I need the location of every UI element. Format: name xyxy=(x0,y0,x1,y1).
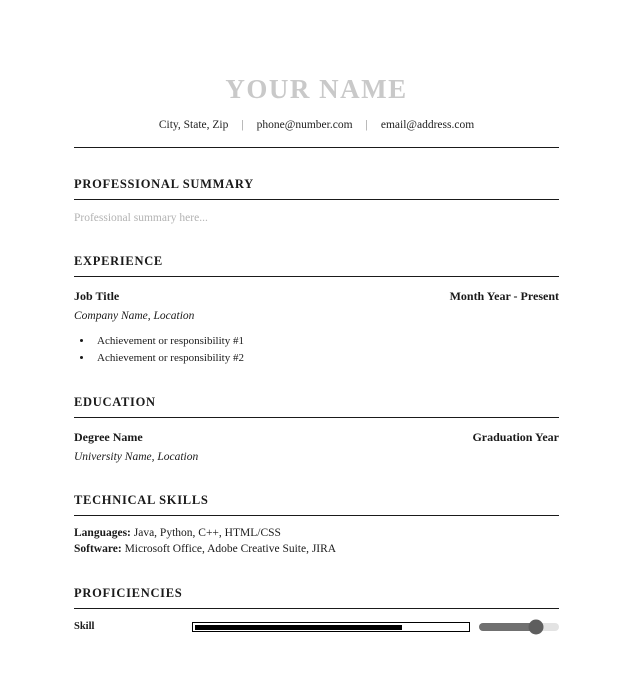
header-divider xyxy=(74,147,559,148)
section-technical-skills xyxy=(74,493,559,557)
experience-bullet-list xyxy=(74,333,559,366)
education-header-row xyxy=(74,430,559,444)
experience-bullet: • Achievement or responsibility #2 xyxy=(93,350,559,367)
summary-placeholder-text: Professional summary here... xyxy=(74,212,208,224)
software-value: Microsoft Office, Adobe Creative Suite, JIRA xyxy=(121,542,337,555)
section-experience xyxy=(74,254,559,366)
slider-thumb[interactable] xyxy=(528,620,543,635)
section-title-experience: EXPERIENCE xyxy=(74,254,559,277)
software-label: Software: xyxy=(74,542,122,555)
contact-separator: | xyxy=(241,119,244,131)
languages-label: Languages: xyxy=(74,527,131,539)
languages-value: Java, Python, C++, HTML/CSS xyxy=(130,527,281,539)
section-professional-summary xyxy=(74,177,559,225)
resume-document xyxy=(74,74,559,633)
progress-fill xyxy=(195,625,402,630)
experience-header-row xyxy=(74,289,559,303)
section-proficiencies xyxy=(74,586,559,633)
slider-fill xyxy=(479,623,536,631)
university-name: University Name, Location xyxy=(74,451,199,463)
section-title-education: EDUCATION xyxy=(74,395,559,418)
contact-phone: phone@number.com xyxy=(256,119,353,131)
software-line xyxy=(74,542,559,558)
contact-row xyxy=(74,118,559,132)
job-title: Job Title xyxy=(74,289,120,303)
section-education xyxy=(74,395,559,464)
skill-level-slider[interactable] xyxy=(479,623,559,631)
languages-line xyxy=(74,526,559,542)
section-title-proficiencies: PROFICIENCIES xyxy=(74,586,559,609)
contact-email: email@address.com xyxy=(380,119,475,131)
degree-name: Degree Name xyxy=(74,430,143,444)
skill-progress-bar xyxy=(192,622,470,632)
job-date-range: Month Year - Present xyxy=(449,289,559,303)
experience-bullet: • Achievement or responsibility #1 xyxy=(93,333,559,350)
graduation-year: Graduation Year xyxy=(472,430,559,444)
contact-location: City, State, Zip xyxy=(158,119,229,131)
skills-block xyxy=(74,526,559,557)
contact-separator: | xyxy=(365,119,368,131)
proficiency-row xyxy=(74,621,559,633)
section-title-technical-skills: TECHNICAL SKILLS xyxy=(74,493,559,516)
skill-label: Skill xyxy=(74,621,95,632)
section-title-professional-summary: PROFESSIONAL SUMMARY xyxy=(74,177,559,200)
name-placeholder: YOUR NAME xyxy=(225,74,408,104)
company-name: Company Name, Location xyxy=(74,310,195,322)
